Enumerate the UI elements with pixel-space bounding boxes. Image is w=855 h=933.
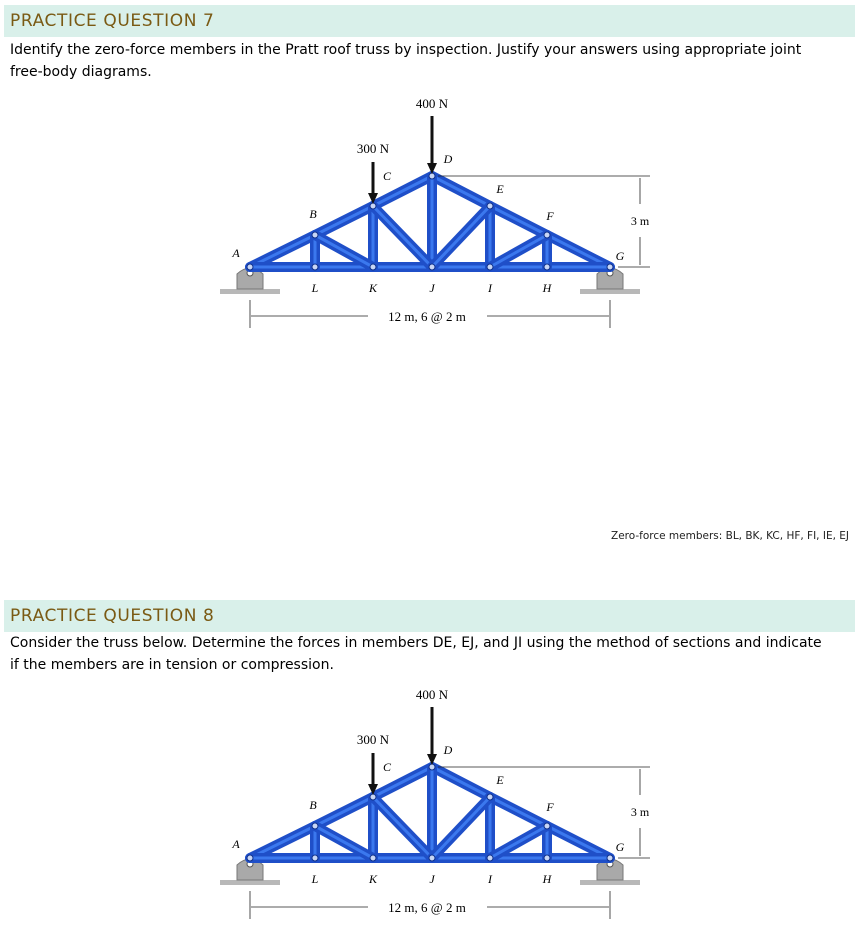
- joint-label-i: I: [488, 281, 492, 295]
- joint-h: [544, 855, 550, 861]
- joint-label-l: L: [311, 872, 319, 886]
- joint-f: [544, 823, 550, 829]
- joint-f: [544, 232, 550, 238]
- span-dimension: [250, 891, 610, 919]
- joint-label-e: E: [496, 182, 504, 196]
- height-label: 3 m: [630, 805, 650, 819]
- joint-label-c: C: [382, 760, 392, 774]
- joint-label-k: K: [368, 872, 378, 886]
- joint-e: [487, 203, 493, 209]
- joint-label-f: F: [546, 800, 554, 814]
- joint-j: [429, 855, 435, 861]
- joint-label-g: G: [615, 840, 625, 854]
- joint-label-d: D: [443, 152, 453, 166]
- joint-label-j: J: [429, 281, 435, 295]
- joint-j: [429, 264, 435, 270]
- member-bc: [315, 206, 373, 235]
- span-label: 12 m, 6 @ 2 m: [388, 309, 466, 324]
- joint-label-l: L: [311, 281, 319, 295]
- joint-i: [487, 855, 493, 861]
- member-de: [432, 767, 490, 797]
- q8-truss-figure: [210, 683, 660, 933]
- joint-label-e: E: [496, 773, 504, 787]
- joint-k: [370, 855, 376, 861]
- joint-h: [544, 264, 550, 270]
- member-ef: [490, 797, 547, 826]
- span-dimension: [250, 300, 610, 328]
- joint-g: [607, 855, 613, 861]
- member-cj: [373, 797, 432, 858]
- joint-label-c: C: [382, 169, 392, 183]
- joint-k: [370, 264, 376, 270]
- load-arrow-c-label: 300 N: [356, 732, 390, 747]
- joint-g: [607, 264, 613, 270]
- load-arrow-d-label: 400 N: [415, 96, 449, 111]
- joint-b: [312, 823, 318, 829]
- joint-e: [487, 794, 493, 800]
- joint-a: [247, 264, 253, 270]
- q7-truss-figure: [210, 92, 660, 342]
- member-cj: [373, 206, 432, 267]
- joint-label-j: J: [429, 872, 435, 886]
- joint-i: [487, 264, 493, 270]
- load-arrow-d-label: 400 N: [415, 687, 449, 702]
- joint-label-k: K: [368, 281, 378, 295]
- q7-answer: Zero-force members: BL, BK, KC, HF, FI, IE, EJ: [611, 530, 849, 542]
- q8-prompt: Consider the truss below. Determine the forces in members DE, EJ, and JI using the method of sections and indicate if the members are in tension or compression.: [10, 635, 822, 673]
- member-bc: [315, 797, 373, 826]
- member-ej: [432, 797, 490, 858]
- joint-label-d: D: [443, 743, 453, 757]
- joint-label-b: B: [309, 207, 317, 221]
- span-label: 12 m, 6 @ 2 m: [388, 900, 466, 915]
- member-ej: [432, 206, 490, 267]
- member-ef: [490, 206, 547, 235]
- joint-a: [247, 855, 253, 861]
- joint-label-a: A: [232, 837, 240, 851]
- q7-title: PRACTICE QUESTION 7: [10, 11, 215, 31]
- joint-b: [312, 232, 318, 238]
- member-cd: [373, 767, 432, 797]
- member-de: [432, 176, 490, 206]
- joint-l: [312, 264, 318, 270]
- joint-label-b: B: [309, 798, 317, 812]
- joint-label-h: H: [542, 281, 552, 295]
- joint-label-f: F: [546, 209, 554, 223]
- height-label: 3 m: [630, 214, 650, 228]
- joint-label-g: G: [615, 249, 625, 263]
- q8-title: PRACTICE QUESTION 8: [10, 606, 215, 626]
- joint-label-a: A: [232, 246, 240, 260]
- load-arrow-c-label: 300 N: [356, 141, 390, 156]
- q7-prompt: Identify the zero-force members in the Pratt roof truss by inspection. Justify your answers using appropriate joint free-body diagrams.: [10, 42, 802, 80]
- joint-label-i: I: [488, 872, 492, 886]
- joint-l: [312, 855, 318, 861]
- joint-label-h: H: [542, 872, 552, 886]
- member-cd: [373, 176, 432, 206]
